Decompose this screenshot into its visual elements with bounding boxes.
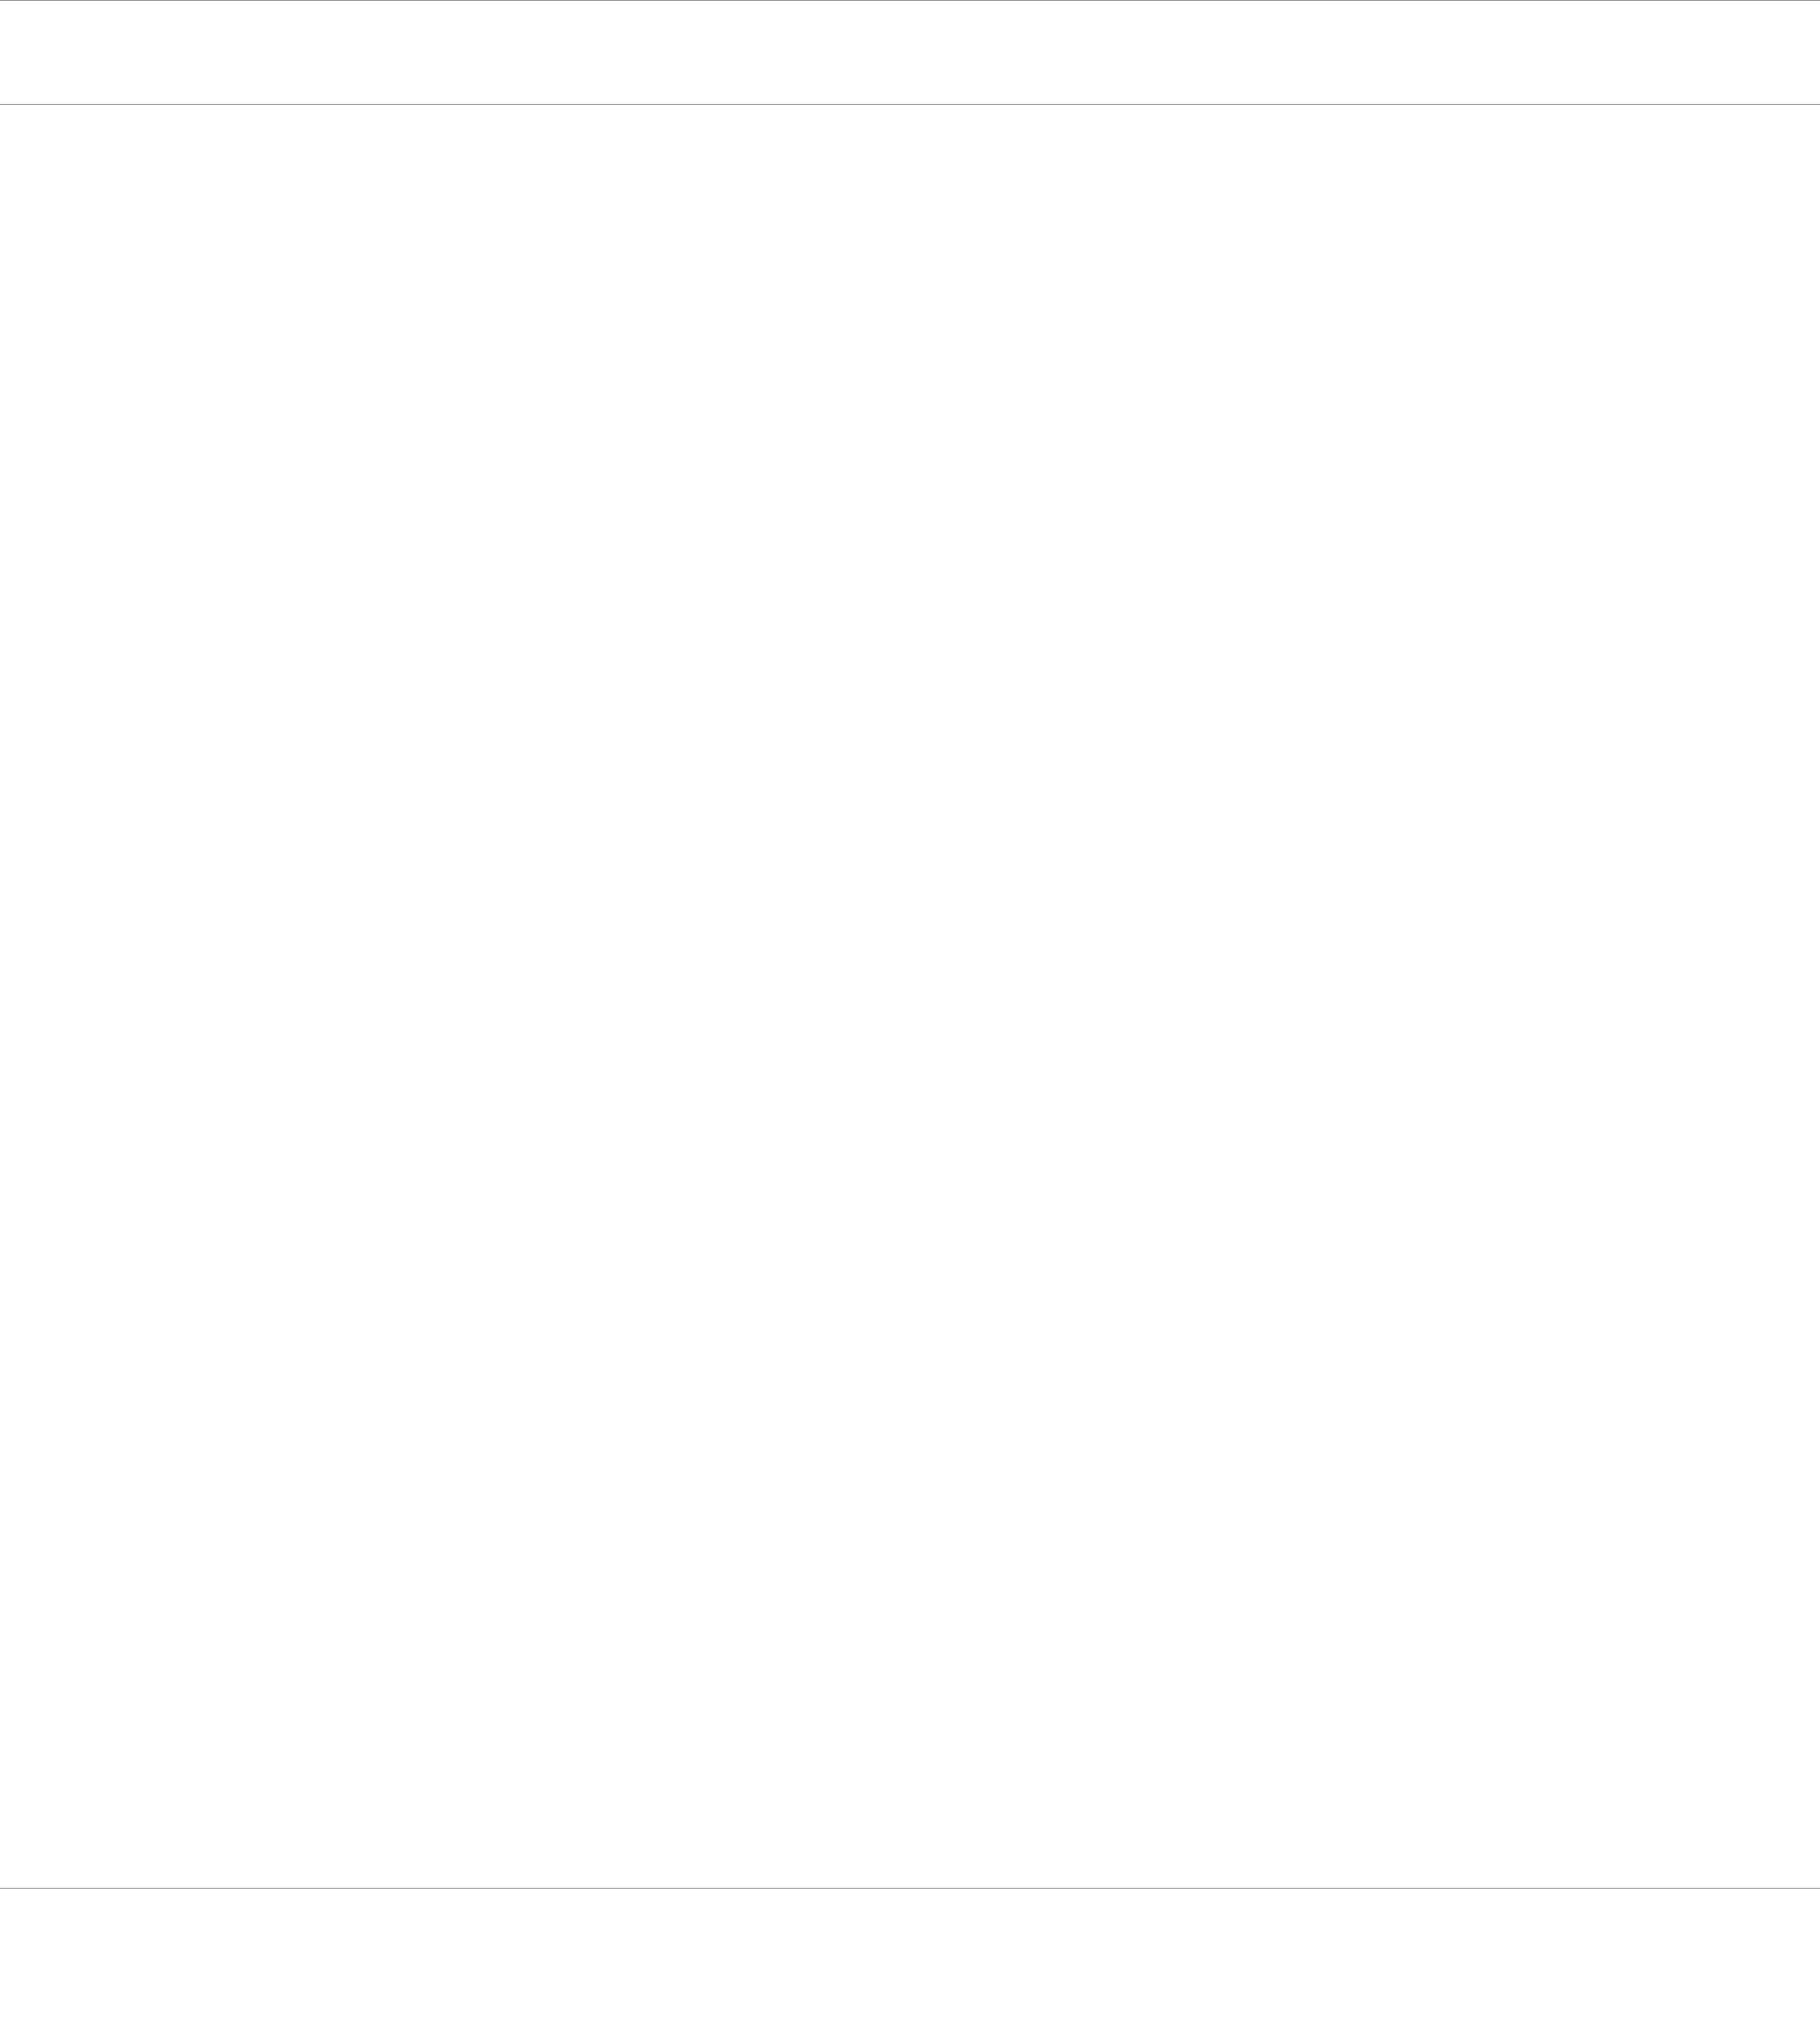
footnote-rule — [0, 1888, 1820, 1889]
header-age — [614, 0, 858, 104]
header-culture — [1299, 0, 1517, 104]
header-group — [858, 0, 1084, 104]
header-r — [378, 0, 614, 104]
header-row — [0, 0, 1820, 104]
studies-table — [0, 0, 1820, 105]
header-author — [0, 0, 244, 104]
header-md — [1084, 0, 1299, 104]
header-female — [1517, 0, 1820, 104]
header-n — [244, 0, 378, 104]
